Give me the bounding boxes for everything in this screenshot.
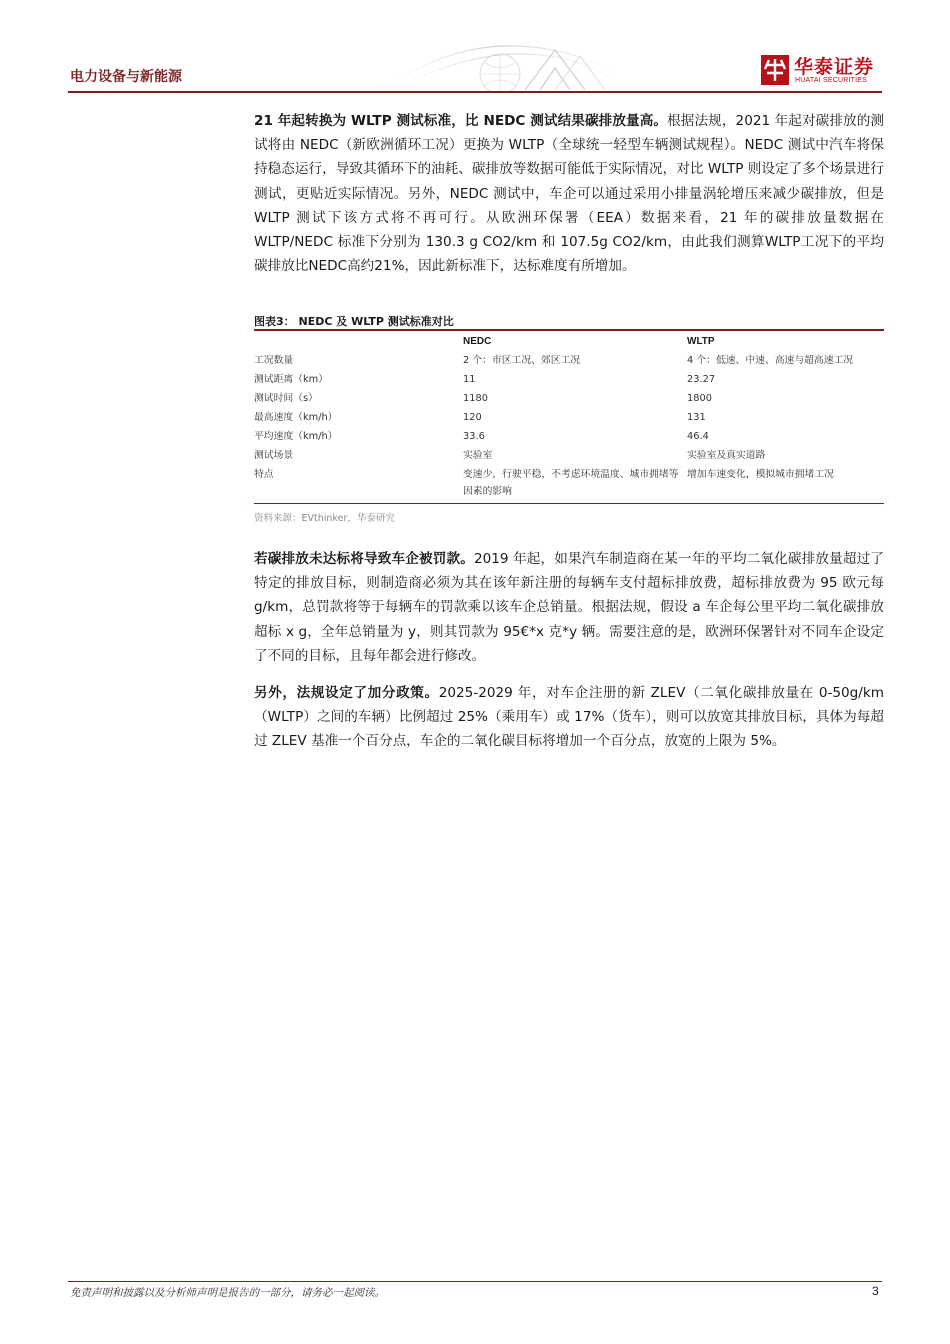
header-decoration-graphic — [380, 40, 610, 92]
paragraph-body: 2025-2029 年，对车企注册的新 ZLEV（二氧化碳排放量在 0-50g/km（WLTP）之间的车辆）比例超过 25%（乘用车）或 17%（货车），则可以放宽其排放目标，具体为每超过 ZLEV 基准一个百分点，车企的二氧化碳目标将增加一个百分点，放宽的上限为 5%。 — [254, 685, 884, 750]
table-cell-label: 平均速度（km/h） — [254, 431, 338, 442]
table-cell-nedc: 2 个：市区工况、郊区工况 — [463, 355, 581, 366]
table-cell-wltp: 1800 — [687, 393, 712, 404]
table-header-row — [254, 332, 884, 350]
comparison-table — [254, 332, 884, 500]
table-cell-label: 测试时间（s） — [254, 393, 318, 404]
page-header — [0, 0, 950, 96]
table-row — [254, 369, 884, 388]
footer-rule — [68, 1281, 882, 1282]
header-rule — [68, 91, 882, 93]
huatai-logo — [760, 52, 885, 90]
table-row — [254, 388, 884, 407]
paragraph-lead: 若碳排放未达标将导致车企被罚款。 — [254, 551, 474, 567]
table-cell-nedc: 33.6 — [463, 431, 485, 442]
logo-name: 华泰证券 — [794, 56, 875, 78]
table-header-wltp: WLTP — [687, 335, 715, 347]
figure-bottom-rule — [254, 503, 884, 504]
table-header-cell — [254, 332, 463, 350]
paragraph-penalty — [254, 547, 884, 668]
table-cell-nedc: 实验室 — [463, 450, 493, 461]
table-cell-wltp: 23.27 — [687, 374, 716, 385]
table-cell-label: 特点 — [254, 469, 274, 480]
paragraph-wltp-standard — [254, 109, 884, 278]
table-cell-label: 测试场景 — [254, 450, 294, 461]
table-cell-wltp: 增加车速变化，模拟城市拥堵工况 — [687, 469, 834, 480]
paragraph-bonus-policy — [254, 681, 884, 754]
table-cell-label: 最高速度（km/h） — [254, 412, 338, 423]
table-row — [254, 464, 884, 500]
paragraph-body: 2019 年起，如果汽车制造商在某一年的平均二氧化碳排放量超过了特定的排放目标，则制造商必须为其在该年新注册的每辆车支付超标排放费，超标排放费为 95 欧元每 g/km，总罚款将等于每辆车的罚款乘以该车企总销量。根据法规，假设 a 车企每公里平均二氧化碳排放超标 x g，全年总销量为 y，则其罚款为 95€*x 克*y 辆。需要注意的是，欧洲环保署针对不同车企设定了不同的目标，且每年都会进行修改。 — [254, 551, 884, 664]
huatai-logo-mark-icon — [760, 54, 790, 86]
paragraph-body: 根据法规，2021 年起对碳排放的测试将由 NEDC（新欧洲循环工况）更换为 WLTP（全球统一轻型车辆测试规程）。NEDC 测试中汽车将保持稳态运行，导致其循环下的油耗、碳排放等数据可能低于实际情况，对比 WLTP 则设定了多个场景进行测试，更贴近实际情况。另外，NEDC 测试中，车企可以通过采用小排量涡轮增压来减少碳排放，但是 WLTP 测试下该方式将不再可行。从欧洲环保署（EEA）数据来看，21 年的碳排放量数据在 WLTP/NEDC 标准下分别为 130.3 g CO2/km 和 107.5g CO2/km，由此我们测算WLTP工况下的平均碳排放比NEDC高约21%，因此新标准下，达标难度有所增加。 — [254, 113, 884, 275]
table-row — [254, 350, 884, 369]
table-cell-wltp: 131 — [687, 412, 706, 423]
table-cell-label: 测试距离（km） — [254, 374, 328, 385]
section-title: 电力设备与新能源 — [70, 69, 182, 85]
logo-subtitle: HUATAI SECURITIES — [795, 77, 867, 84]
figure-title: 图表3： NEDC 及 WLTP 测试标准对比 — [254, 315, 454, 328]
table-cell-nedc: 1180 — [463, 393, 488, 404]
figure-source: 资料来源：EVthinker，华泰研究 — [254, 513, 395, 524]
table-header-nedc: NEDC — [463, 335, 492, 347]
paragraph-lead: 另外，法规设定了加分政策。 — [254, 685, 439, 701]
table-row — [254, 407, 884, 426]
table-cell-nedc: 变速少，行驶平稳，不考虑环境温度、城市拥堵等因素的影响 — [463, 469, 679, 497]
table-row — [254, 445, 884, 464]
figure-top-rule — [254, 329, 884, 331]
footer-disclaimer: 免责声明和披露以及分析师声明是报告的一部分，请务必一起阅读。 — [70, 1287, 385, 1299]
paragraph-lead: 21 年起转换为 WLTP 测试标准，比 NEDC 测试结果碳排放量高。 — [254, 113, 668, 129]
table-cell-nedc: 11 — [463, 374, 476, 385]
table-cell-wltp: 实验室及真实道路 — [687, 450, 766, 461]
table-row — [254, 426, 884, 445]
table-cell-nedc: 120 — [463, 412, 482, 423]
page-number: 3 — [872, 1284, 879, 1298]
table-cell-wltp: 46.4 — [687, 431, 709, 442]
table-cell-label: 工况数量 — [254, 355, 294, 366]
table-cell-wltp: 4 个：低速、中速、高速与超高速工况 — [687, 355, 854, 366]
